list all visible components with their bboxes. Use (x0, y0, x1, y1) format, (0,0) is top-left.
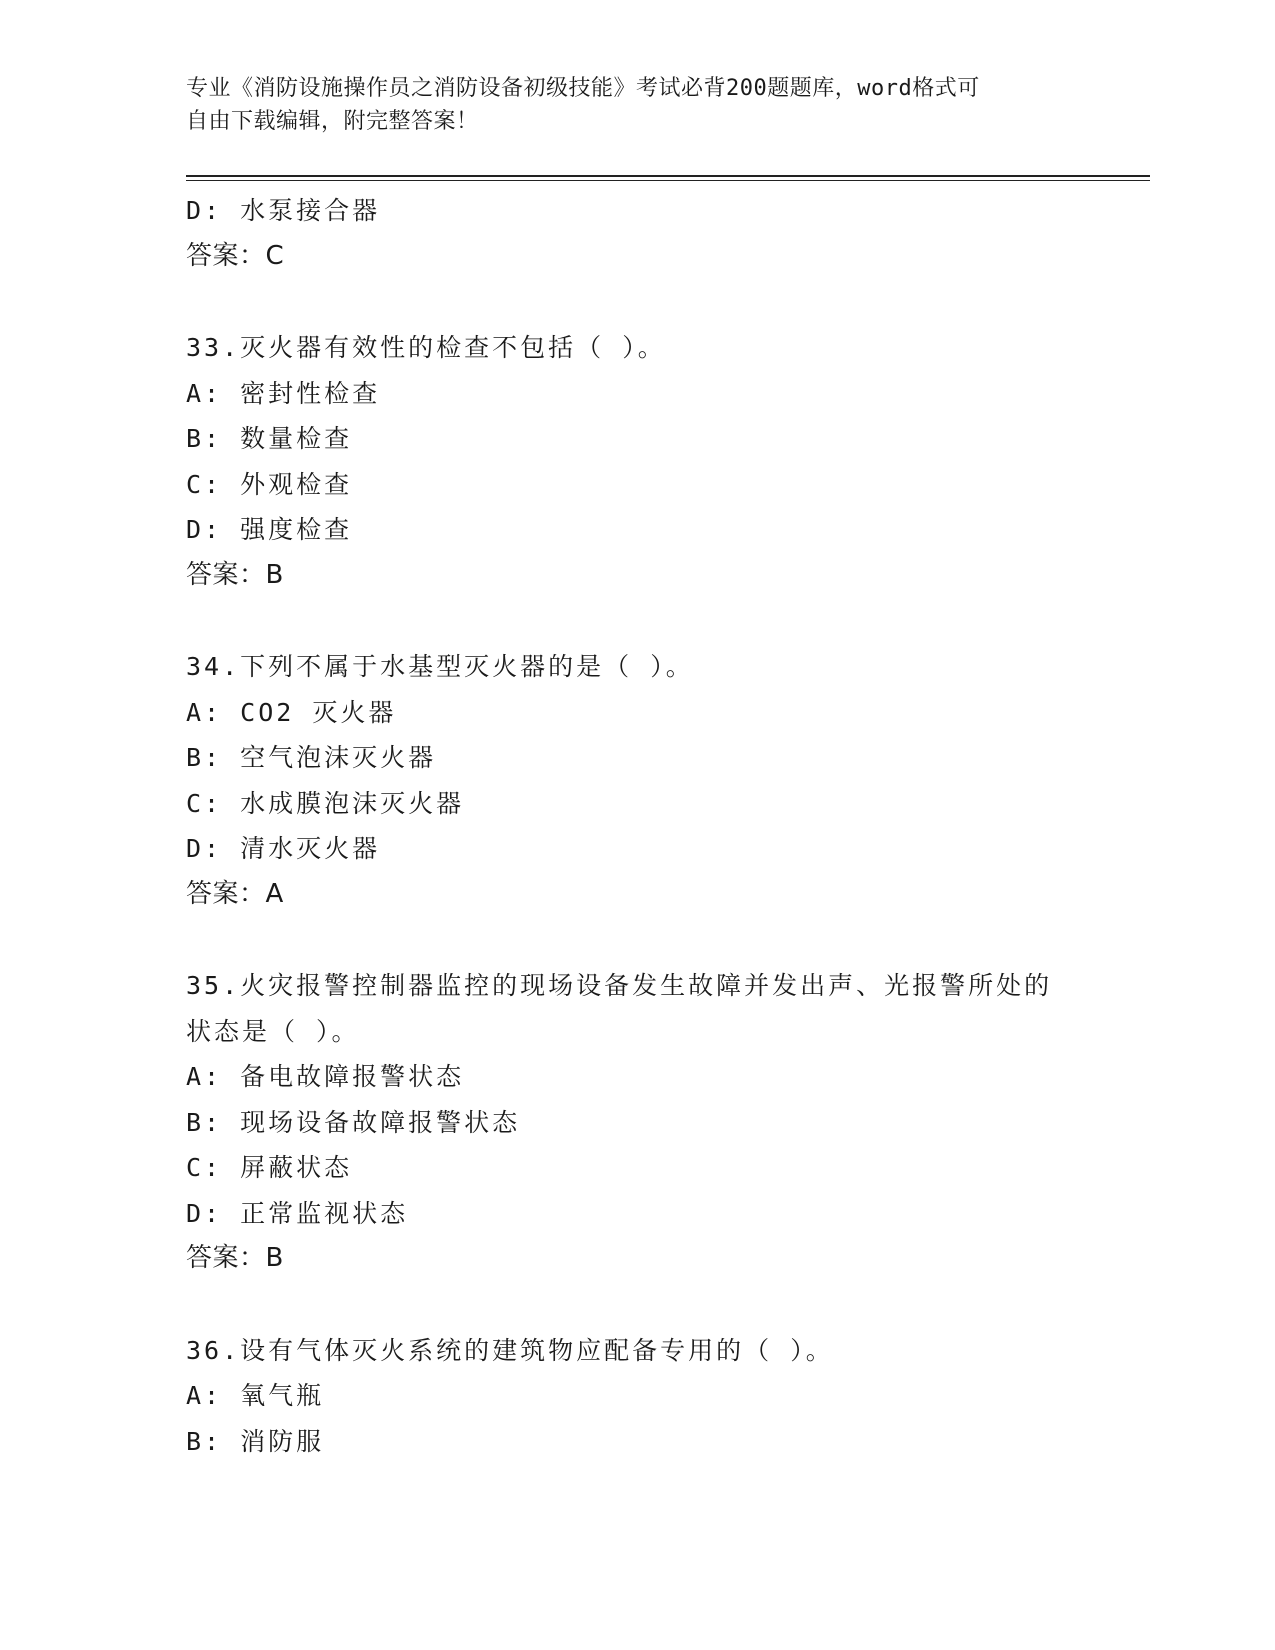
answer-line: 答案：A (186, 878, 284, 909)
answer-line: 答案：B (186, 1243, 284, 1273)
header-title-line-2: 自由下载编辑，附完整答案！ (186, 109, 479, 134)
option-b: B: 现场设备故障报警状态 (186, 1107, 521, 1137)
question-title-line-1: 35.火灾报警控制器监控的现场设备发生故障并发出声、光报警所处的 (186, 971, 1053, 1000)
question-33 (186, 325, 1086, 598)
question-35 (186, 963, 1086, 1282)
header-rule-thick (186, 175, 1150, 177)
option-a: A: 氧气瓶 (186, 1381, 325, 1410)
option-a: A: CO2 灭火器 (186, 697, 397, 727)
option-a: A: 密封性检查 (186, 378, 381, 408)
answer-line: 答案：B (186, 559, 284, 590)
option-d: D: 正常监视状态 (186, 1198, 409, 1228)
option-b: B: 空气泡沫灭火器 (186, 743, 437, 772)
document-header (186, 72, 1066, 138)
header-title-line-1: 专业《消防设施操作员之消防设备初级技能》考试必背200题题库，word格式可 (186, 76, 980, 101)
carryover-question (186, 188, 1086, 279)
question-title: 36.设有气体灭火系统的建筑物应配备专用的（ ）。 (186, 1335, 834, 1365)
option-d: D: 强度检查 (186, 515, 353, 544)
option-c: C: 外观检查 (186, 469, 353, 499)
question-36 (186, 1328, 1086, 1465)
header-rule-thin (186, 180, 1150, 181)
option-b: B: 数量检查 (186, 424, 353, 453)
option-d: D: 水泵接合器 (186, 196, 381, 225)
question-34 (186, 644, 1086, 917)
option-c: C: 屏蔽状态 (186, 1153, 353, 1182)
question-title-line-2: 状态是（ ）。 (186, 1016, 360, 1046)
answer-line: 答案：C (186, 240, 285, 271)
question-title: 33.灭火器有效性的检查不包括（ ）。 (186, 333, 666, 362)
question-list (186, 188, 1086, 1464)
option-a: A: 备电故障报警状态 (186, 1062, 465, 1091)
question-title: 34.下列不属于水基型灭火器的是（ ）。 (186, 652, 694, 681)
option-b: B: 消防服 (186, 1426, 325, 1456)
option-c: C: 水成膜泡沫灭火器 (186, 788, 465, 818)
option-d: D: 清水灭火器 (186, 834, 381, 863)
